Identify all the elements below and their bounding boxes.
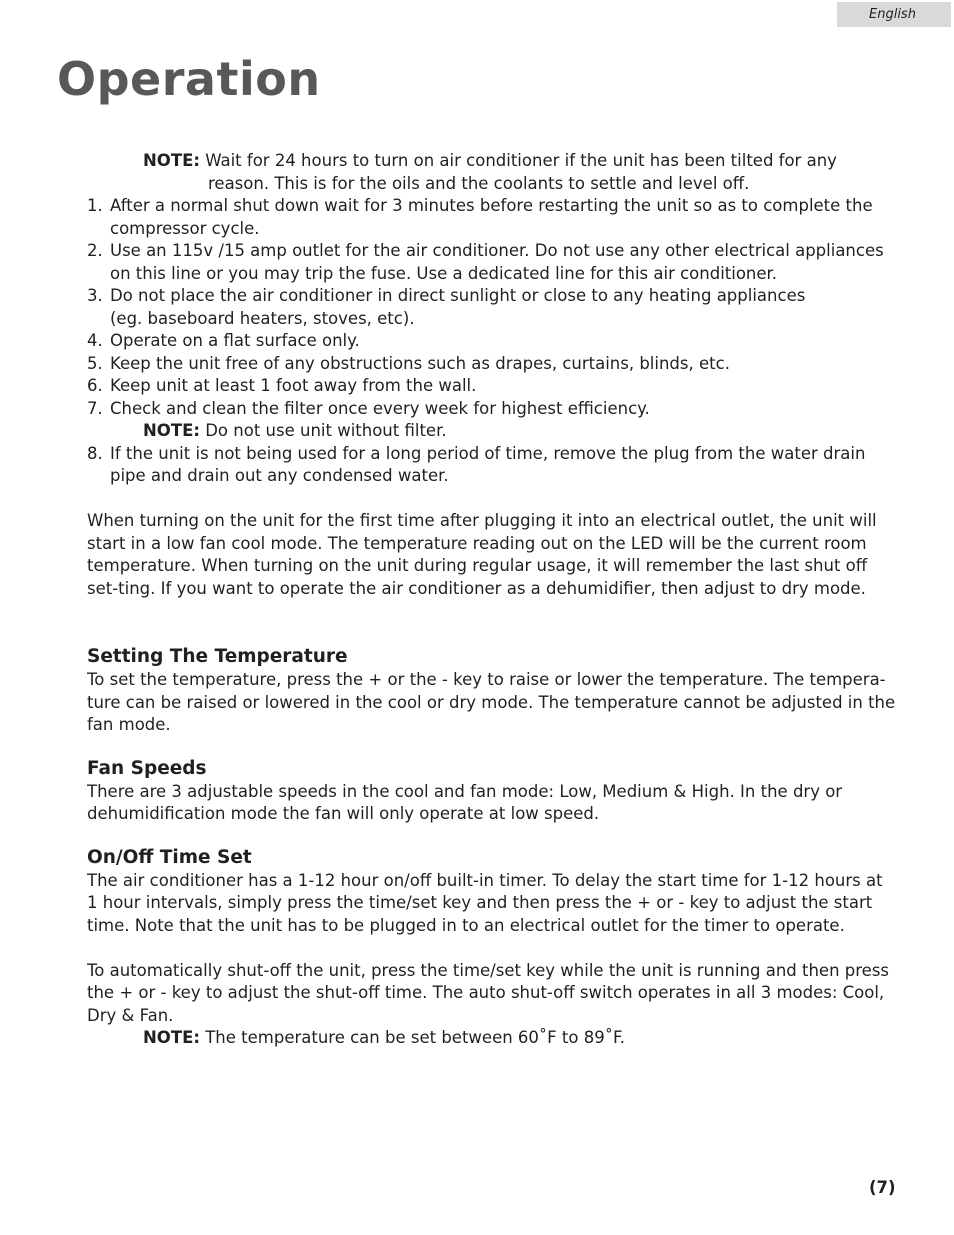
- operation-steps: [87, 195, 897, 488]
- timer-paragraph: The air conditioner has a 1-12 hour on/off built-in timer. To delay the start time for 1-12 hours at 1 hour intervals, simply press the time/set key and then press the + or - key to adjust the start time. Note that the unit has to be plugged in to an electrical outlet for the timer to operate.: [87, 870, 883, 935]
- fan-speeds-paragraph: There are 3 adjustable speeds in the cool and fan mode: Low, Medium & High. In the dry or dehumidification mode the fan will only operate at low speed.: [87, 781, 843, 823]
- page-title: Operation: [57, 52, 321, 106]
- list-item: 2. Use an 115v /15 amp outlet for the air conditioner. Do not use any other electrical appliances on this line or you may trip the fuse. Use a dedicated line for this air conditioner.: [87, 241, 884, 283]
- page-number: (7): [869, 1178, 896, 1197]
- note-label: NOTE:: [143, 151, 200, 170]
- tilt-note: [87, 150, 897, 195]
- note-text: Do not use unit without filter.: [205, 421, 447, 440]
- filter-note: [110, 420, 897, 443]
- temperature-paragraph: To set the temperature, press the + or the - key to raise or lower the temperature. The tempera-ture can be raised or lowered in the cool or dry mode. The temperature cannot be adjusted in the fan mode.: [87, 670, 896, 734]
- first-time-paragraph: When turning on the unit for the first time after plugging it into an electrical outlet, the unit will start in a low fan cool mode. The temperature reading out on the LED will be the current room temperature. When turning on the unit during regular usage, it will remember the last shut off set-ting. If you want to operate the air conditioner as a dehumidifier, then adjust to dry mode.: [87, 511, 877, 598]
- operation-content: [87, 150, 897, 1050]
- note-text: Wait for 24 hours to turn on air conditioner if the unit has been tilted for any: [205, 151, 837, 170]
- note-label: NOTE:: [143, 1028, 200, 1047]
- language-tab: English: [837, 2, 951, 27]
- section-heading-timer: On/Off Time Set: [87, 846, 252, 868]
- note-label: NOTE:: [143, 421, 200, 440]
- note-text: reason. This is for the oils and the coolants to settle and level off.: [208, 173, 750, 193]
- list-item: 6. Keep unit at least 1 foot away from the wall.: [87, 376, 477, 395]
- note-text: The temperature can be set between 60˚F to 89˚F.: [205, 1028, 626, 1047]
- list-item: 8. If the unit is not being used for a long period of time, remove the plug from the water drain pipe and drain out any condensed water.: [87, 443, 866, 485]
- section-heading-fan-speeds: Fan Speeds: [87, 757, 207, 779]
- section-heading-temperature: Setting The Temperature: [87, 646, 348, 667]
- temperature-range-note: [87, 1027, 897, 1050]
- list-item: 5. Keep the unit free of any obstructions such as drapes, curtains, blinds, etc.: [87, 353, 730, 373]
- list-item: 4. Operate on a flat surface only.: [87, 331, 360, 350]
- shutoff-paragraph: To automatically shut-off the unit, press the time/set key while the unit is running and then press the + or - key to adjust the shut-off time. The auto shut-off switch operates in all 3 modes: Cool, Dry & Fan.: [87, 960, 890, 1025]
- list-item: 1. After a normal shut down wait for 3 minutes before restarting the unit so as to complete the compressor cycle.: [87, 196, 873, 238]
- list-item: 3. Do not place the air conditioner in direct sunlight or close to any heating appliances (eg. baseboard heaters, stoves, etc).: [87, 286, 806, 328]
- list-item: 7. Check and clean the filter once every week for highest efficiency. NOTE: Do not use unit without filter.: [87, 398, 897, 443]
